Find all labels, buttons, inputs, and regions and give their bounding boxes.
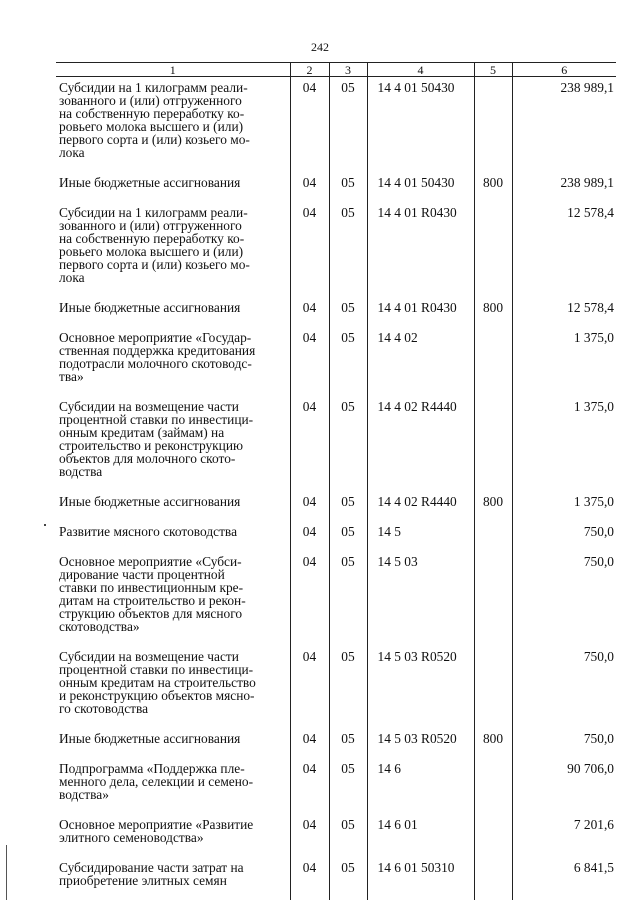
header-col-6: 6 (512, 63, 616, 77)
row-section: 04 (290, 857, 329, 900)
row-expense-type: 800 (474, 491, 512, 521)
table-row (56, 77, 616, 173)
page-number: 242 (311, 40, 329, 54)
row-name: Развитие мясного скотоводства (59, 524, 238, 539)
scan-edge-line (6, 845, 7, 900)
row-expense-type (474, 758, 512, 814)
row-subsection: 05 (329, 297, 367, 327)
table-row (56, 551, 616, 646)
header-col-2: 2 (290, 63, 329, 77)
row-subsection: 05 (329, 396, 367, 491)
header-col-3: 3 (329, 63, 367, 77)
row-subsection: 05 (329, 758, 367, 814)
table-row (56, 857, 616, 900)
table-header-row (56, 63, 616, 77)
row-amount: 1 375,0 (512, 396, 616, 491)
row-name: Субсидии на возмещение части процентной ставки по инвестици- онным кредитам на строительство и реконструкцию объектов мясно- го скотоводства (59, 649, 256, 716)
row-target-code: 14 6 01 (367, 814, 474, 857)
row-amount: 1 375,0 (512, 491, 616, 521)
row-amount: 7 201,6 (512, 814, 616, 857)
row-expense-type (474, 646, 512, 728)
table-row (56, 172, 616, 202)
row-section: 04 (290, 551, 329, 646)
row-section: 04 (290, 396, 329, 491)
row-amount: 750,0 (512, 551, 616, 646)
header-col-4: 4 (367, 63, 474, 77)
row-name: Субсидии на 1 килограмм реали- зованного и (или) отгруженного на собственную переработку ко- ровьего молока высшего и (или) первого сорта и (или) козьего мо- лока (59, 80, 250, 160)
header-col-1: 1 (56, 63, 290, 77)
row-target-code: 14 4 02 (367, 327, 474, 396)
table-row (56, 521, 616, 551)
row-expense-type: 800 (474, 297, 512, 327)
row-amount: 1 375,0 (512, 327, 616, 396)
row-name: Иные бюджетные ассигнования (59, 300, 241, 315)
header-col-5: 5 (474, 63, 512, 77)
row-expense-type (474, 396, 512, 491)
table-row (56, 758, 616, 814)
row-section: 04 (290, 172, 329, 202)
row-target-code: 14 6 (367, 758, 474, 814)
row-section: 04 (290, 491, 329, 521)
row-amount: 750,0 (512, 521, 616, 551)
row-name: Основное мероприятие «Государ- ственная поддержка кредитования подотрасли молочного скотоводс- тва» (59, 330, 256, 384)
row-amount: 750,0 (512, 646, 616, 728)
row-section: 04 (290, 646, 329, 728)
table-row (56, 491, 616, 521)
row-section: 04 (290, 297, 329, 327)
row-subsection: 05 (329, 202, 367, 297)
row-expense-type (474, 521, 512, 551)
row-section: 04 (290, 814, 329, 857)
row-expense-type (474, 77, 512, 173)
row-target-code: 14 5 03 R0520 (367, 646, 474, 728)
row-section: 04 (290, 77, 329, 173)
table-row (56, 297, 616, 327)
row-name: Субсидирование части затрат на приобретение элитных семян (59, 860, 244, 888)
row-section: 04 (290, 521, 329, 551)
row-subsection: 05 (329, 172, 367, 202)
row-subsection: 05 (329, 551, 367, 646)
row-target-code: 14 5 03 R0520 (367, 728, 474, 758)
row-target-code: 14 6 01 50310 (367, 857, 474, 900)
row-target-code: 14 4 01 50430 (367, 77, 474, 173)
row-section: 04 (290, 758, 329, 814)
row-name: Основное мероприятие «Развитие элитного семеноводства» (59, 817, 254, 845)
row-section: 04 (290, 327, 329, 396)
row-expense-type (474, 202, 512, 297)
row-expense-type: 800 (474, 172, 512, 202)
row-target-code: 14 5 03 (367, 551, 474, 646)
row-expense-type (474, 857, 512, 900)
row-amount: 238 989,1 (512, 77, 616, 173)
row-target-code: 14 4 01 R0430 (367, 297, 474, 327)
row-name: Субсидии на возмещение части процентной ставки по инвестици- онным кредитам (займам) на строительство и реконструкцию объектов для молочного ското- водства (59, 399, 254, 479)
row-target-code: 14 4 02 R4440 (367, 491, 474, 521)
row-section: 04 (290, 728, 329, 758)
row-amount: 90 706,0 (512, 758, 616, 814)
row-name: Субсидии на 1 килограмм реали- зованного и (или) отгруженного на собственную переработку ко- ровьего молока высшего и (или) первого сорта и (или) козьего мо- лока (59, 205, 250, 285)
row-name: Основное мероприятие «Субси- дирование части процентной ставки по инвестиционным кре- дитам на строительство и рекон- струкцию объектов для мясного скотоводства» (59, 554, 246, 634)
row-expense-type (474, 327, 512, 396)
row-subsection: 05 (329, 728, 367, 758)
row-expense-type (474, 551, 512, 646)
table-row (56, 814, 616, 857)
row-target-code: 14 4 01 R0430 (367, 202, 474, 297)
row-name: Иные бюджетные ассигнования (59, 731, 241, 746)
row-subsection: 05 (329, 327, 367, 396)
row-expense-type (474, 814, 512, 857)
table-row (56, 728, 616, 758)
row-amount: 12 578,4 (512, 297, 616, 327)
budget-table (56, 62, 616, 900)
table-row (56, 327, 616, 396)
table-row (56, 396, 616, 491)
row-expense-type: 800 (474, 728, 512, 758)
row-target-code: 14 4 02 R4440 (367, 396, 474, 491)
row-subsection: 05 (329, 646, 367, 728)
row-amount: 238 989,1 (512, 172, 616, 202)
scan-mark (44, 524, 46, 526)
row-target-code: 14 4 01 50430 (367, 172, 474, 202)
table-body (56, 77, 616, 901)
row-subsection: 05 (329, 521, 367, 551)
row-name: Иные бюджетные ассигнования (59, 494, 241, 509)
row-amount: 750,0 (512, 728, 616, 758)
row-amount: 6 841,5 (512, 857, 616, 900)
row-subsection: 05 (329, 77, 367, 173)
row-subsection: 05 (329, 491, 367, 521)
table-row (56, 646, 616, 728)
row-name: Подпрограмма «Поддержка пле- менного дела, селекции и семено- водства» (59, 761, 254, 802)
row-section: 04 (290, 202, 329, 297)
row-subsection: 05 (329, 814, 367, 857)
table-row (56, 202, 616, 297)
row-name: Иные бюджетные ассигнования (59, 175, 241, 190)
row-amount: 12 578,4 (512, 202, 616, 297)
row-subsection: 05 (329, 857, 367, 900)
row-target-code: 14 5 (367, 521, 474, 551)
